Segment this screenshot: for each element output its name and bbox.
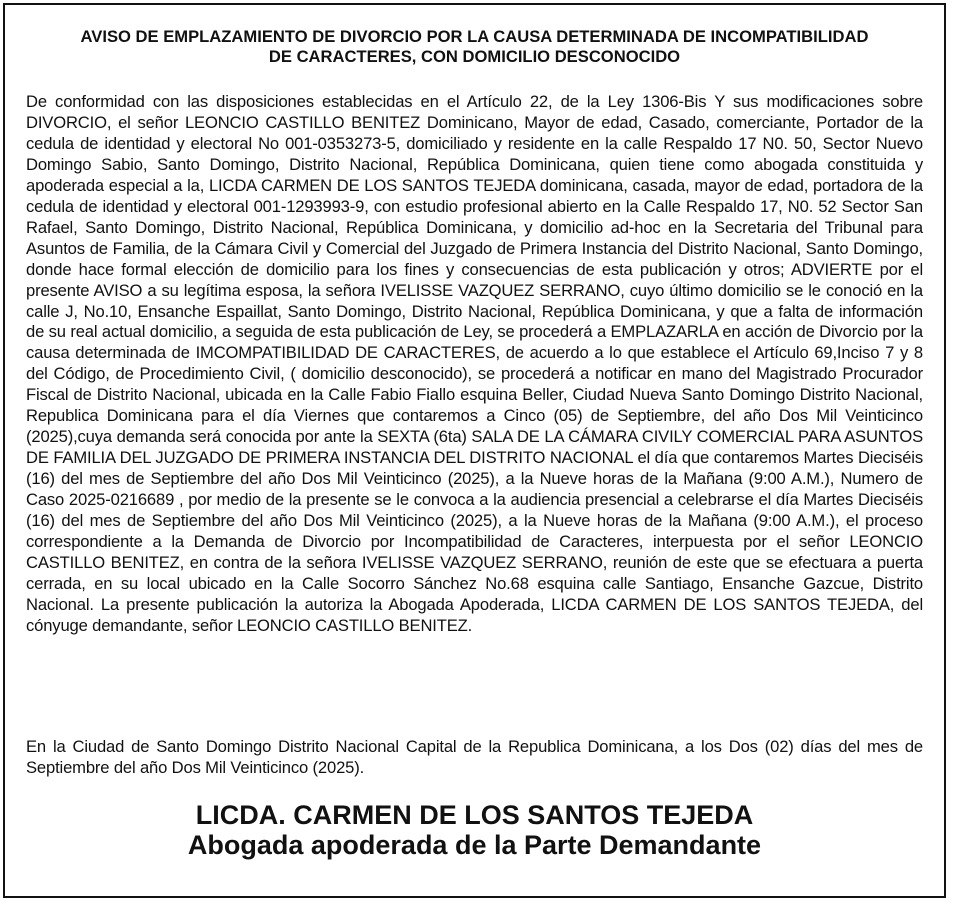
notice-body: De conformidad con las disposiciones establecidas en el Artículo 22, de la Ley 1306-Bis Y sus modificaciones sobre DIVORCIO, el señor LEONCIO CASTILLO BENITEZ Dominicano, Mayor de edad, Casado, comerciante, Portador de la cedula de identidad y electoral No 001-0353273-5, domiciliado y residente en la calle Respaldo 17 N0. 50, Sector Nuevo Domingo Sabio, Santo Domingo, Distrito Nacional, República Dominicana, quien tiene como abogada constituida y apoderada especial a la, LICDA CARMEN DE LOS SANTOS TEJEDA dominicana, casada, mayor de edad, portadora de la cedula de identidad y electoral 001-1293993-9, con estudio profesional abierto en la Calle Respaldo 17, N0. 52 Sector San Rafael, Santo Domingo, Distrito Nacional, República Dominicana, y domicilio ad-hoc en la Secretaria del Tribunal para Asuntos de Familia, de la Cámara Civil y Comercial del Juzgado de Primera Instancia del Distrito Nacional, Santo Domingo, donde hace formal elección de domicilio para los fines y consecuencias de esta publicación y otros; ADVIERTE por el presente AVISO a su legítima esposa, la señora IVELISSE VAZQUEZ SERRANO, cuyo último domicilio se le conoció en la calle J, No.10, Ensanche Espaillat, Santo Domingo, Distrito Nacional, República Dominicana, y que a falta de información de su real actual domicilio, a seguida de esta publicación de Ley, se procederá a EMPLAZARLA en acción de Divorcio por la causa determinada de IMCOMPATIBILIDAD DE CARACTERES, de acuerdo a lo que establece el Artículo 69,Inciso 7 y 8 del Código, de Procedimiento Civil, ( domicilio desconocido), se procederá a notificar en mano del Magistrado Procurador Fiscal de Distrito Nacional, ubicada en la Calle Fabio Fiallo esquina Beller, Ciudad Nueva Santo Domingo Distrito Nacional, Republica Dominicana para el día Viernes que contaremos a Cinco (05) de Septiembre, del año Dos Mil Veinticinco (2025),cuya demanda será conocida por ante la SEXTA (6ta) SALA DE LA CÁMARA CIVILY COMERCIAL PARA ASUNTOS DE FAMILIA DEL JUZGADO DE PRIMERA INSTANCIA DEL DISTRITO NACIONAL el día que contaremos Martes Dieciséis (16) del mes de Septiembre del año Dos Mil Veinticinco (2025), a la Nueve horas de la Mañana (9:00 A.M.), Numero de Caso 2025-0216689 , por medio de la presente se le convoca a la audiencia presencial a celebrarse el día Martes Dieciséis (16) del mes de Septiembre del año Dos Mil Veinticinco (2025), a la Nueve horas de la Mañana (9:00 A.M.), el proceso correspondiente a la Demanda de Divorcio por Incompatibilidad de Caracteres, interpuesta por el señor LEONCIO CASTILLO BENITEZ, en contra de la señora IVELISSE VAZQUEZ SERRANO, reunión de este que se efectuara a puerta cerrada, en su local ubicado en la Calle Socorro Sánchez No.68 esquina calle Santiago, Ensanche Gazcue, Distrito Nacional. La presente publicación la autoriza la Abogada Apoderada, LICDA CARMEN DE LOS SANTOS TEJEDA, del cónyuge demandante, señor LEONCIO CASTILLO BENITEZ.: [26, 92, 923, 635]
notice-title: [25, 27, 924, 67]
legal-notice: [3, 3, 946, 898]
signature-name: LICDA. CARMEN DE LOS SANTOS TEJEDA: [195, 800, 754, 830]
notice-title-line1: AVISO DE EMPLAZAMIENTO DE DIVORCIO POR LA CAUSA DETERMINADA DE INCOMPATIBILIDAD: [80, 27, 869, 46]
notice-closing: En la Ciudad de Santo Domingo Distrito Nacional Capital de la Republica Dominicana, a los Dos (02) días del mes de Septiembre del año Dos Mil Veinticinco (2025).: [26, 737, 923, 777]
signature-block: [25, 800, 924, 860]
signature-role: Abogada apoderada de la Parte Demandante: [187, 830, 762, 860]
notice-title-line2: DE CARACTERES, CON DOMICILIO DESCONOCIDO: [268, 47, 681, 66]
